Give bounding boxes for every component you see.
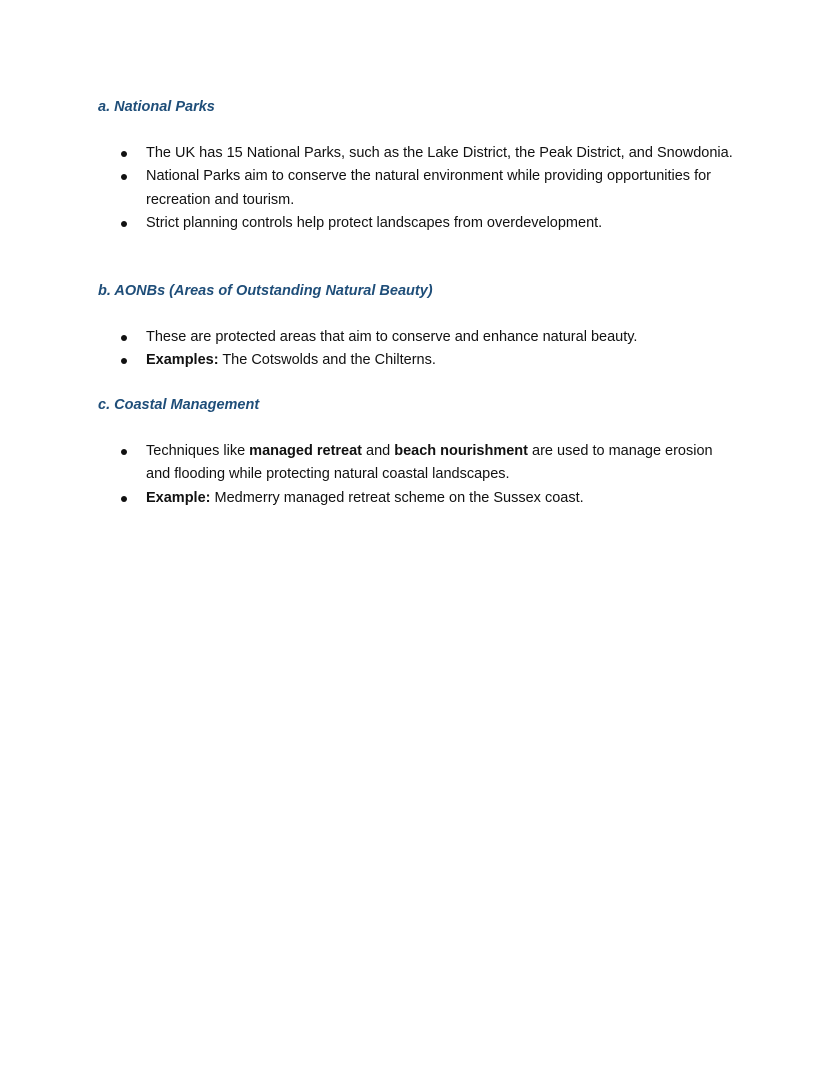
bullet-icon: [121, 449, 127, 455]
list-item: [98, 349, 738, 372]
bullet-icon: [121, 335, 127, 341]
item-emphasis: beach nourishment: [394, 443, 528, 459]
section-coastal-management: [98, 394, 738, 510]
list-item: [98, 326, 738, 349]
list-item: [98, 487, 738, 510]
bullet-list: [98, 440, 738, 510]
bullet-list: [98, 326, 738, 373]
item-text: are used to manage erosion and flooding while protecting natural coastal landscapes.: [146, 443, 713, 483]
bullet-icon: [121, 358, 127, 364]
item-text: and: [362, 443, 395, 459]
section-aonbs: [98, 280, 738, 373]
item-text: These are protected areas that aim to conserve and enhance natural beauty.: [146, 329, 638, 345]
item-text: Strict planning controls help protect landscapes from overdevelopment.: [146, 214, 603, 231]
item-text: The Cotswolds and the Chilterns.: [218, 352, 436, 369]
item-text: The UK has 15 National Parks, such as the Lake District, the Peak District, and Snowdonia.: [146, 145, 733, 161]
list-item: [98, 165, 738, 212]
bullet-icon: [121, 174, 127, 180]
bullet-icon: [121, 221, 127, 227]
item-text: National Parks aim to conserve the natural environment while providing opportunities for recreation and tourism.: [146, 168, 711, 208]
section-heading: c. Coastal Management: [98, 397, 260, 413]
item-emphasis: managed retreat: [249, 443, 362, 459]
section-national-parks: [98, 96, 738, 235]
bullet-icon: [121, 151, 127, 157]
list-item: [98, 440, 738, 487]
item-text: Techniques like: [146, 443, 250, 459]
list-item: [98, 212, 738, 235]
item-label: Example:: [146, 489, 211, 506]
item-label: Examples:: [146, 352, 219, 369]
list-item: [98, 142, 738, 165]
item-text: Medmerry managed retreat scheme on the Sussex coast.: [210, 489, 584, 506]
bullet-list: [98, 142, 738, 235]
section-heading: a. National Parks: [98, 99, 215, 115]
bullet-icon: [121, 496, 127, 502]
section-heading: b. AONBs (Areas of Outstanding Natural Beauty): [98, 283, 433, 299]
